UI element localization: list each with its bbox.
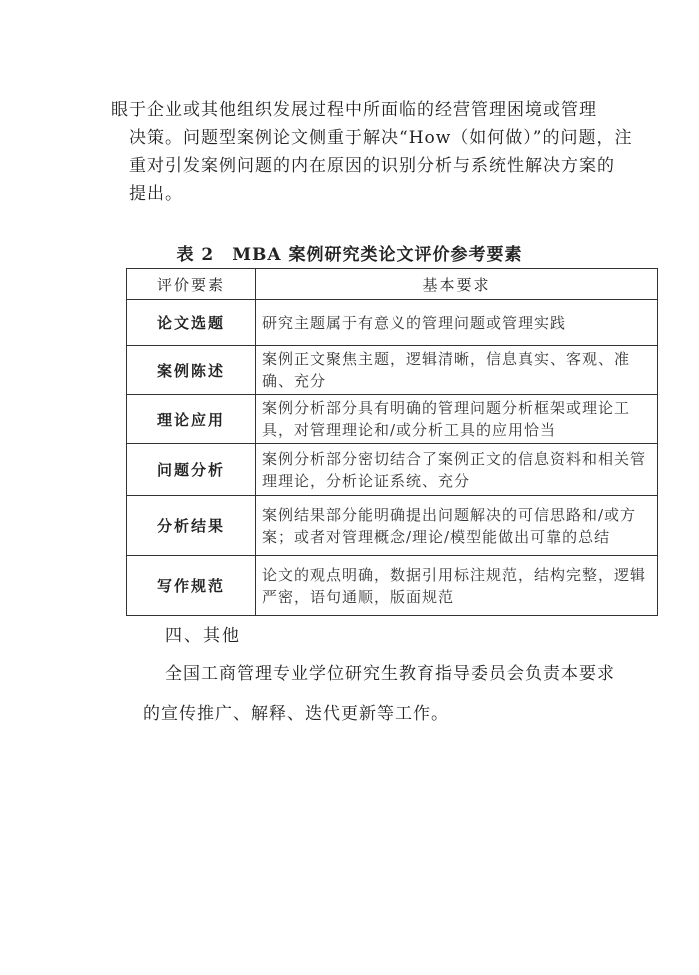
table-caption: 表 2 MBA 案例研究类论文评价参考要素 xyxy=(176,245,523,265)
table-row xyxy=(127,395,658,444)
intro-line-1: 眼于企业或其他组织发展过程中所面临的经营管理困境或管理 xyxy=(111,100,597,120)
header-criteria: 评价要素 xyxy=(127,269,256,300)
criteria-requirement: 研究主题属于有意义的管理问题或管理实践 xyxy=(256,300,658,346)
criteria-name: 分析结果 xyxy=(127,496,256,556)
intro-line-4: 提出。 xyxy=(129,184,183,204)
section-paragraph xyxy=(143,654,673,734)
table-row xyxy=(127,444,658,496)
section-heading: 四、其他 xyxy=(165,626,241,646)
evaluation-table xyxy=(126,268,658,616)
table-row xyxy=(127,496,658,556)
criteria-name: 论文选题 xyxy=(127,300,256,346)
criteria-name: 理论应用 xyxy=(127,395,256,444)
criteria-name: 问题分析 xyxy=(127,444,256,496)
table-row xyxy=(127,556,658,616)
section-line-1: 全国工商管理专业学位研究生教育指导委员会负责本要求 xyxy=(165,664,615,684)
criteria-requirement: 论文的观点明确，数据引用标注规范，结构完整，逻辑严密，语句通顺，版面规范 xyxy=(256,556,658,616)
criteria-name: 案例陈述 xyxy=(127,346,256,395)
criteria-requirement: 案例结果部分能明确提出问题解决的可信思路和/或方案；或者对管理概念/理论/模型能做出可靠的总结 xyxy=(256,496,658,556)
intro-paragraph xyxy=(111,96,651,208)
header-requirements: 基本要求 xyxy=(256,269,658,300)
intro-line-3: 重对引发案例问题的内在原因的识别分析与系统性解决方案的 xyxy=(129,156,615,176)
intro-line-2: 决策。问题型案例论文侧重于解决“How（如何做）”的问题，注 xyxy=(129,128,633,148)
criteria-name: 写作规范 xyxy=(127,556,256,616)
criteria-requirement: 案例分析部分具有明确的管理问题分析框架或理论工具，对管理理论和/或分析工具的应用恰当 xyxy=(256,395,658,444)
criteria-requirement: 案例分析部分密切结合了案例正文的信息资料和相关管理理论，分析论证系统、充分 xyxy=(256,444,658,496)
section-line-2: 的宣传推广、解释、迭代更新等工作。 xyxy=(143,704,449,724)
table-row xyxy=(127,346,658,395)
table-row xyxy=(127,300,658,346)
table-header-row xyxy=(127,269,658,300)
criteria-requirement: 案例正文聚焦主题，逻辑清晰，信息真实、客观、准确、充分 xyxy=(256,346,658,395)
